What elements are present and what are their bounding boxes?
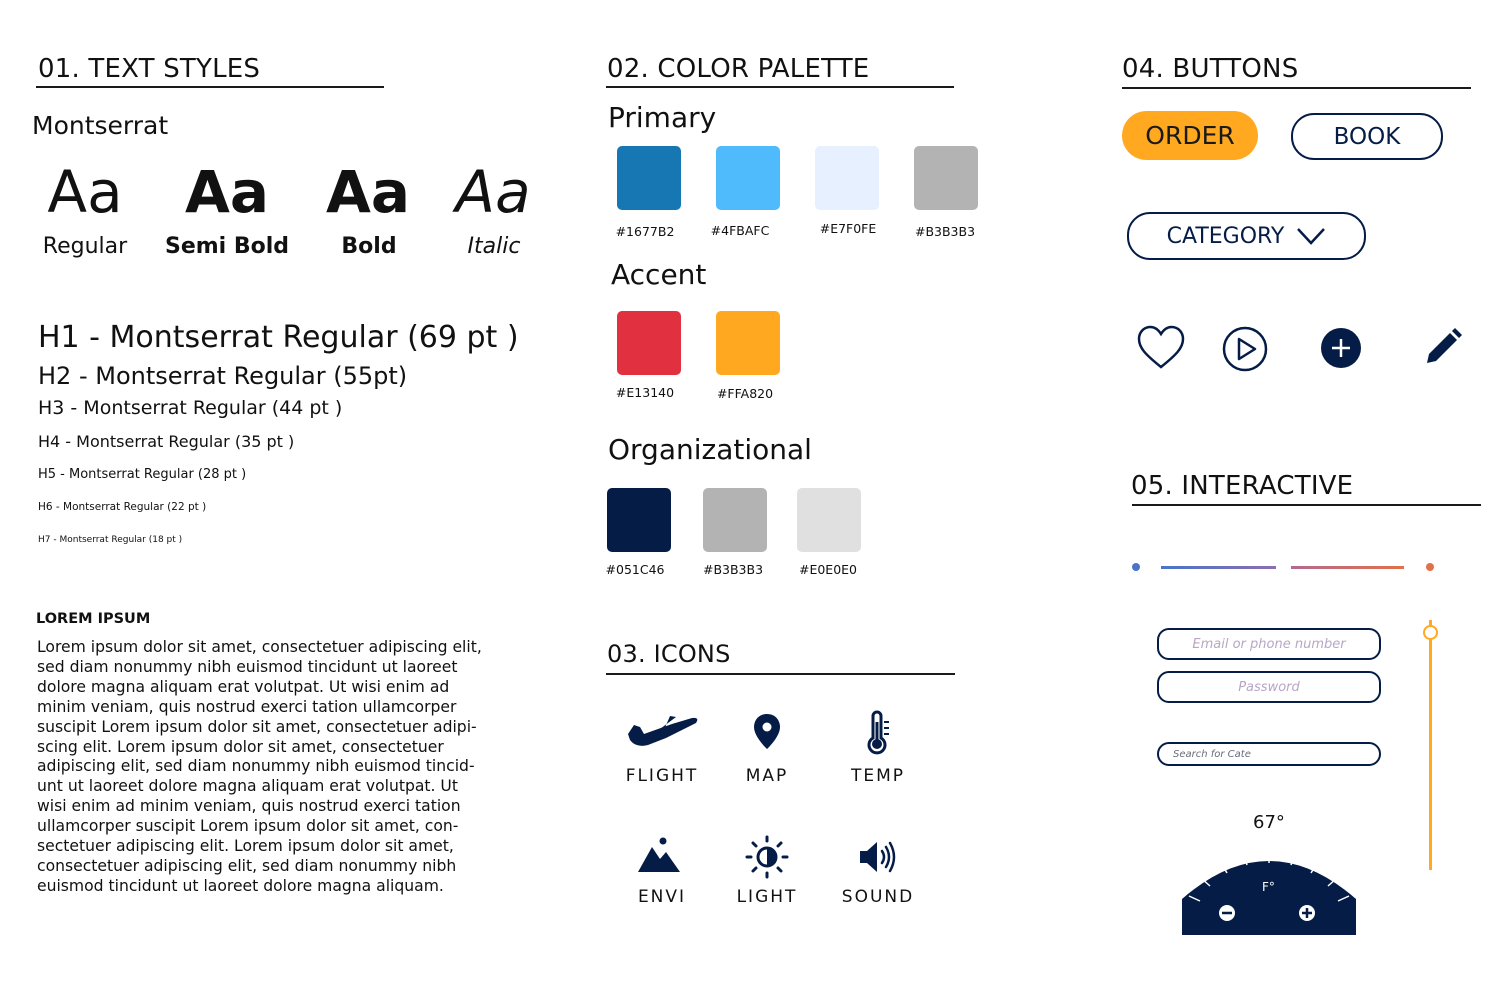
swatch-primary-4	[914, 146, 978, 210]
heading-sample-h2: H2 - Montserrat Regular (55pt)	[38, 362, 408, 390]
vertical-slider-track[interactable]	[1429, 620, 1432, 870]
mountain-icon	[622, 832, 702, 882]
play-icon[interactable]	[1221, 325, 1269, 373]
heading-sample-h4: H4 - Montserrat Regular (35 pt )	[38, 432, 295, 451]
weight-label-bold: Bold	[341, 234, 397, 259]
chevron-down-icon	[1296, 226, 1326, 246]
primary-group-label: Primary	[608, 101, 717, 134]
order-button-label: ORDER	[1145, 121, 1235, 150]
color-palette-title: 02. COLOR PALETTE	[607, 54, 870, 84]
heart-icon[interactable]	[1136, 323, 1186, 373]
heading-sample-h1: H1 - Montserrat Regular (69 pt )	[38, 320, 519, 355]
icon-label: LIGHT	[736, 887, 798, 907]
lorem-title: LOREM IPSUM	[36, 611, 151, 627]
heading-sample-h7: H7 - Montserrat Regular (18 pt )	[38, 535, 183, 545]
interactive-title: 05. INTERACTIVE	[1131, 471, 1354, 501]
increase-temp-button[interactable]	[1299, 905, 1315, 921]
gauge-unit: F°	[1262, 880, 1275, 894]
heading-sample-h5: H5 - Montserrat Regular (28 pt )	[38, 467, 247, 482]
swatch-accent-1	[617, 311, 681, 375]
swatch-org-2	[703, 488, 767, 552]
range-slider-end-dot[interactable]	[1426, 563, 1434, 571]
weight-label-semibold: Semi Bold	[164, 234, 290, 259]
pencil-icon[interactable]	[1422, 326, 1464, 368]
swatch-hex-label: #4FBAFC	[710, 223, 770, 238]
icon-label: TEMP	[850, 766, 906, 786]
swatch-hex-label: #FFA820	[716, 386, 774, 401]
email-field-placeholder: Email or phone number	[1192, 636, 1346, 652]
icon-label: ENVI	[637, 887, 687, 907]
gauge-value: 67°	[1253, 812, 1285, 833]
section-divider	[606, 673, 955, 675]
glyph-bold: Aa	[325, 158, 411, 226]
password-field-placeholder: Password	[1238, 679, 1300, 695]
swatch-hex-label: #E0E0E0	[798, 562, 858, 577]
thermostat-gauge[interactable]	[1180, 843, 1358, 937]
swatch-org-1	[607, 488, 671, 552]
search-input[interactable]	[1157, 742, 1381, 766]
organizational-group-label: Organizational	[608, 433, 812, 466]
icon-label: MAP	[745, 766, 789, 786]
thermometer-icon	[838, 708, 918, 758]
range-slider-track-left[interactable]	[1161, 566, 1276, 569]
swatch-hex-label: #051C46	[605, 562, 665, 577]
search-input-placeholder: Search for Cate	[1173, 748, 1251, 760]
section-divider	[36, 86, 384, 88]
glyph-regular: Aa	[47, 158, 123, 226]
swatch-primary-3	[815, 146, 879, 210]
font-family-name: Montserrat	[32, 111, 169, 140]
section-divider	[606, 86, 954, 88]
glyph-italic: Aa	[455, 158, 531, 226]
weight-label-regular: Regular	[42, 234, 128, 259]
icons-title: 03. ICONS	[607, 640, 731, 668]
book-button-label: BOOK	[1333, 123, 1401, 150]
section-divider	[1122, 87, 1471, 89]
map-pin-icon	[727, 708, 807, 758]
brightness-icon	[727, 832, 807, 882]
category-dropdown-label: CATEGORY	[1166, 223, 1285, 249]
password-field[interactable]	[1157, 671, 1381, 703]
swatch-primary-2	[716, 146, 780, 210]
email-field[interactable]	[1157, 628, 1381, 660]
swatch-hex-label: #E13140	[615, 385, 675, 400]
category-dropdown[interactable]	[1127, 212, 1366, 260]
lorem-paragraph: Lorem ipsum dolor sit amet, consectetuer adipiscing elit, sed diam nonummy nibh euismod tincidunt ut laoreet dolore magna aliquam erat volutpat. Ut wisi enim ad minim veniam, quis nostrud exerci tation ullamcorper suscipit Lorem ipsum dolor sit amet, consectetuer adipi- scing elit. Lorem ipsum dolor sit amet, consectetuer adipiscing elit, sed diam nonummy nibh euismod tincid- unt ut laoreet dolore magna aliquam erat volutpat. Ut wisi enim ad minim veniam, quis nostrud exerci tation ullamcorper suscipit Lorem ipsum dolor sit amet, con- sectetuer adipiscing elit. Lorem ipsum dolor sit amet, consectetuer adipiscing elit, sed diam nonummy nibh euismod tincidunt ut laoreet dolore magna aliquam.	[37, 638, 482, 895]
weight-label-italic: Italic	[467, 234, 521, 259]
swatch-hex-label: #1677B2	[615, 224, 675, 239]
section-divider	[1132, 504, 1481, 506]
heading-sample-h3: H3 - Montserrat Regular (44 pt )	[38, 397, 343, 419]
decrease-temp-button[interactable]	[1219, 905, 1235, 921]
text-styles-title: 01. TEXT STYLES	[38, 54, 261, 84]
buttons-title: 04. BUTTONS	[1122, 54, 1299, 84]
icon-label: SOUND	[841, 887, 915, 907]
icon-label: FLIGHT	[625, 766, 699, 786]
swatch-hex-label: #B3B3B3	[702, 562, 764, 577]
swatch-primary-1	[617, 146, 681, 210]
swatch-accent-2	[716, 311, 780, 375]
heading-sample-h6: H6 - Montserrat Regular (22 pt )	[38, 501, 207, 513]
speaker-icon	[838, 832, 918, 882]
plane-icon	[622, 708, 702, 758]
range-slider-track-right[interactable]	[1291, 566, 1404, 569]
swatch-hex-label: #B3B3B3	[914, 224, 976, 239]
plus-icon[interactable]	[1320, 327, 1362, 369]
glyph-semibold: Aa	[184, 158, 270, 226]
swatch-org-3	[797, 488, 861, 552]
order-button[interactable]	[1122, 111, 1258, 160]
range-slider-start-dot[interactable]	[1132, 563, 1140, 571]
vertical-slider-handle[interactable]	[1423, 625, 1438, 640]
accent-group-label: Accent	[611, 258, 707, 291]
book-button[interactable]	[1291, 113, 1443, 160]
swatch-hex-label: #E7F0FE	[819, 221, 877, 236]
